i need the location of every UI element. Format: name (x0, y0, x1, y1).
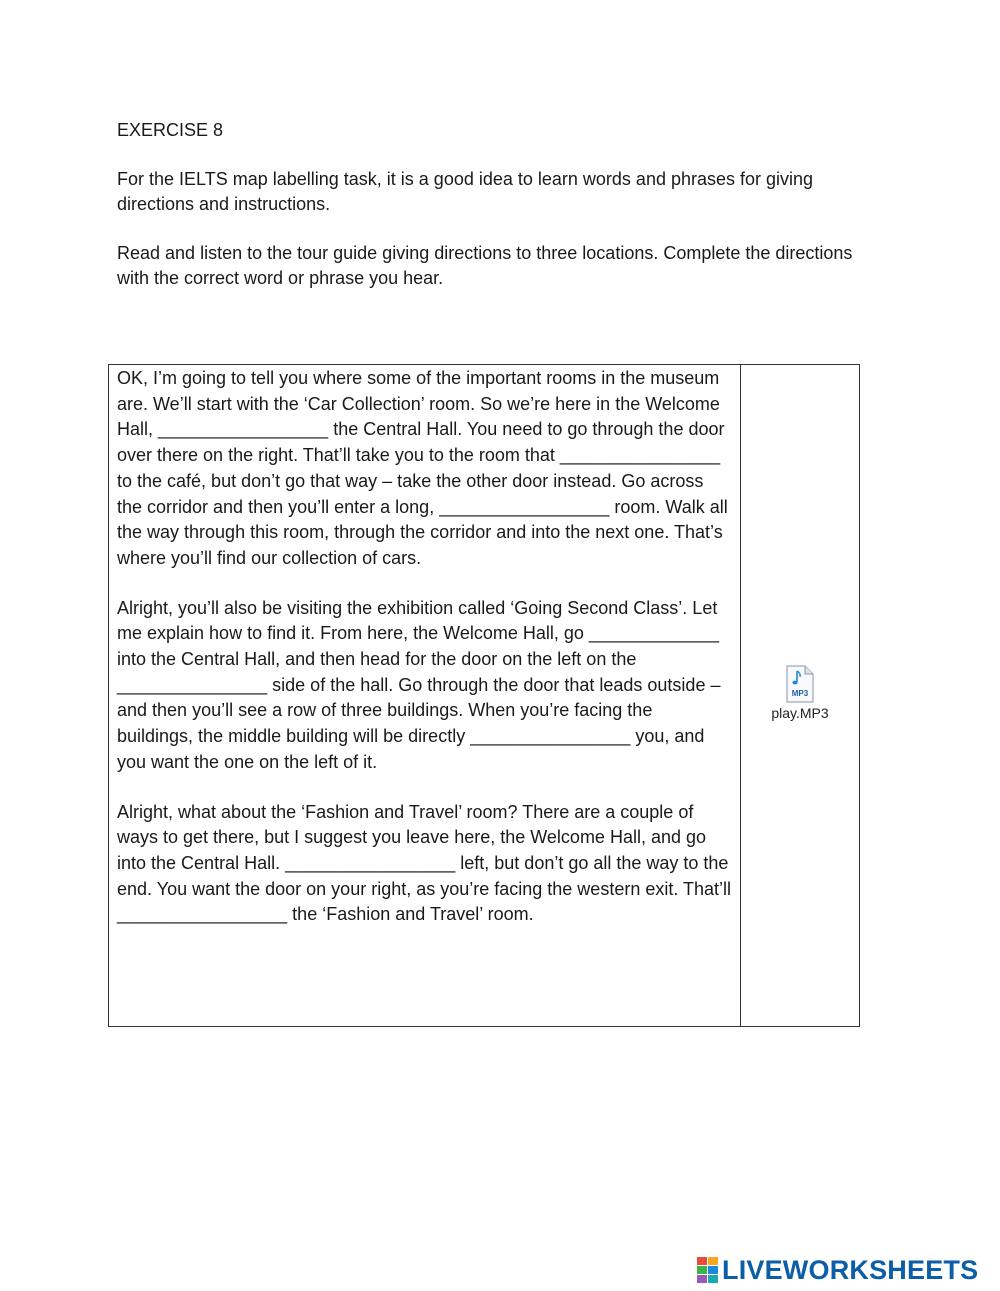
audio-cell (741, 365, 859, 1026)
passage-paragraph-2: Alright, you’ll also be visiting the exhibition called ‘Going Second Class’. Let me explain how to find it. From here, the Welcome Hall, go _____________ into the Central Hall, and then head for the door on the left on the _______________ side of the hall. Go through the door that leads outside – and then you’ll see a row of three buildings. When you’re facing the buildings, the middle building will be directly ________________ you, and you want the one on the left of it. (117, 597, 721, 772)
audio-file-button[interactable] (741, 665, 859, 721)
logo-text: LIVEWORKSHEETS (722, 1254, 979, 1285)
passage-cell (109, 365, 741, 1026)
exercise-table (108, 364, 860, 1027)
liveworksheets-logo (697, 1255, 978, 1285)
passage-paragraph-3: Alright, what about the ‘Fashion and Travel’ room? There are a couple of ways to get there, but I suggest you leave here, the Welcome Hall, and go into the Central Hall. _________________ left, but don’t go all the way to the end. You want the door on your right, as you’re facing the western exit. That’ll _________________ the ‘Fashion and Travel’ room. (117, 801, 732, 925)
mp3-icon-label: MP3 (791, 689, 809, 698)
audio-filename: play.MP3 (771, 705, 829, 721)
passage-paragraph-1: OK, I’m going to tell you where some of the important rooms in the museum are. We’ll start with the ‘Car Collection’ room. So we’re here in the Welcome Hall, _________________ the Central Hall. You need to go through the door over there on the right. That’ll take you to the room that ________________ to the café, but don’t go that way – take the other door instead. Go across the corridor and then you’ll enter a long, _________________ room. Walk all the way through this room, through the corridor and into the next one. That’s where you’ll find our collection of cars. (117, 368, 728, 568)
logo-blocks-icon (697, 1257, 719, 1283)
intro-paragraph-1: For the IELTS map labelling task, it is a good idea to learn words and phrases for giving directions and instructions. (117, 169, 814, 214)
intro-paragraph-2: Read and listen to the tour guide giving directions to three locations. Complete the directions with the correct word or phrase you hear. (117, 243, 853, 288)
exercise-title: EXERCISE 8 (117, 120, 224, 140)
mp3-file-icon (784, 665, 816, 703)
